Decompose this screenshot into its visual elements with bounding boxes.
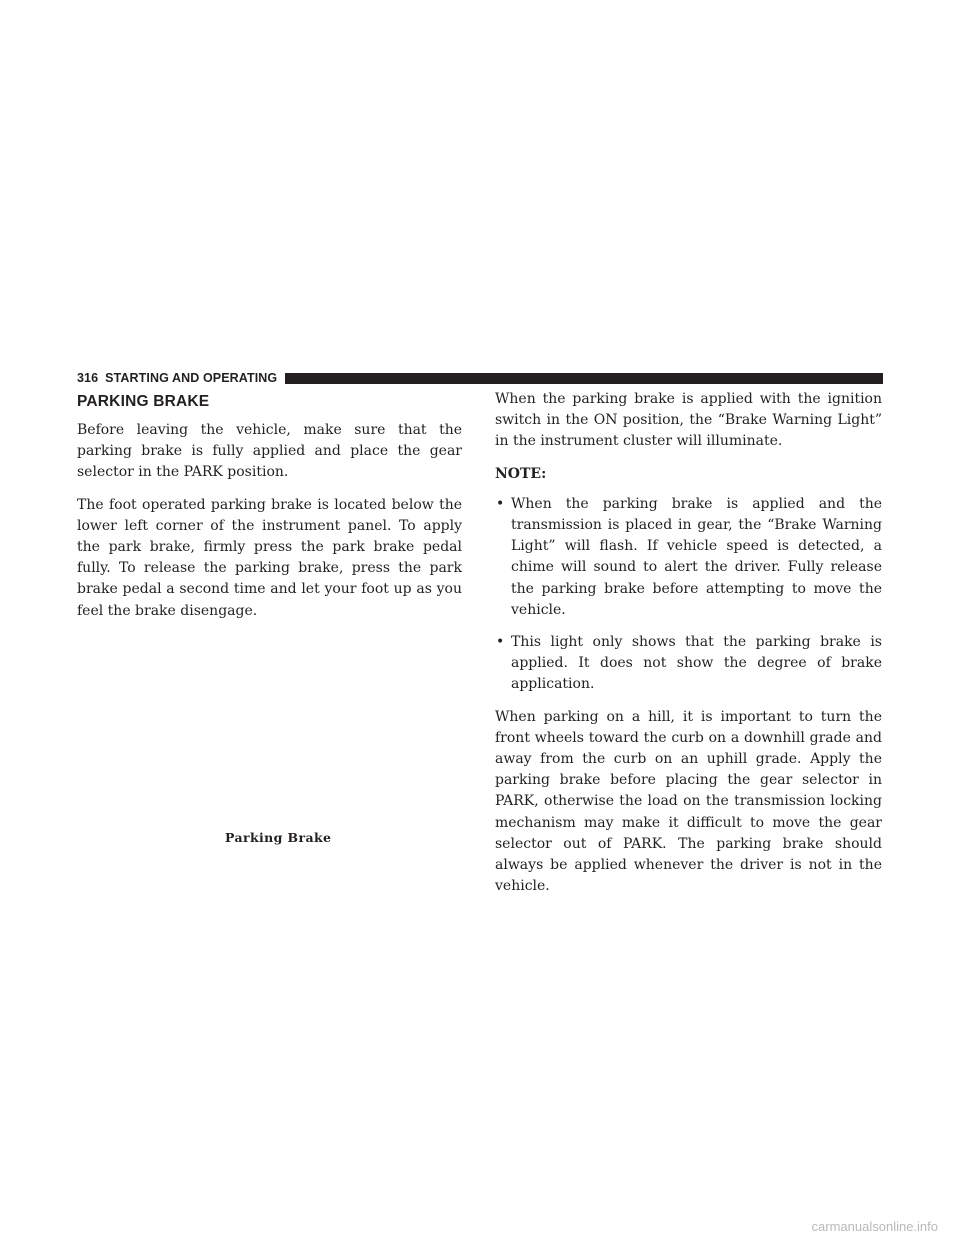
bullet-icon: •	[496, 634, 505, 651]
list-item	[495, 632, 882, 696]
list-item-text: When the parking brake is applied and the transmission is placed in gear, the “Brake Warning Light” will flash. If vehicle speed is detected, a chime will sound to alert the driver. Fully release the parking brake before attempting to move the vehicle.	[511, 495, 882, 618]
right-column	[495, 389, 882, 908]
section-title: STARTING AND OPERATING	[105, 371, 278, 385]
note-label: NOTE:	[495, 465, 547, 482]
paragraph-before-leaving: Before leaving the vehicle, make sure that the parking brake is fully applied and place the gear selector in the PARK position.	[77, 422, 462, 481]
bullet-icon: •	[496, 495, 505, 512]
note-list	[495, 494, 882, 696]
page-number: 316	[77, 371, 99, 385]
parking-brake-figure	[77, 585, 462, 823]
paragraph-warning-light: When the parking brake is applied with the ignition switch in the ON position, the “Brake Warning Light” in the instrument cluster will illuminate.	[495, 391, 882, 450]
page-header	[77, 371, 883, 385]
footer-watermark: carmanualsonline.info	[811, 1219, 938, 1234]
paragraph-foot-operated: The foot operated parking brake is located below the lower left corner of the instrument panel. To apply the park brake, firmly press the park brake pedal fully. To release the parking brake, press the park brake pedal a second time and let your foot up as you feel the brake disengage.	[77, 496, 462, 619]
paragraph-parking-on-hill: When parking on a hill, it is important to turn the front wheels toward the curb on a downhill grade and away from the curb on an uphill grade. Apply the parking brake before placing the gear selector in PARK, otherwise the load on the transmission locking mechanism may make it difficult to move the gear selector out of PARK. The parking brake should always be applied whenever the driver is not in the vehicle.	[495, 708, 882, 895]
list-item	[495, 494, 882, 621]
figure-caption: Parking Brake	[225, 830, 332, 845]
list-item-text: This light only shows that the parking brake is applied. It does not show the degree of brake application.	[511, 634, 882, 693]
section-heading: PARKING BRAKE	[77, 393, 210, 410]
header-rule	[285, 373, 883, 384]
